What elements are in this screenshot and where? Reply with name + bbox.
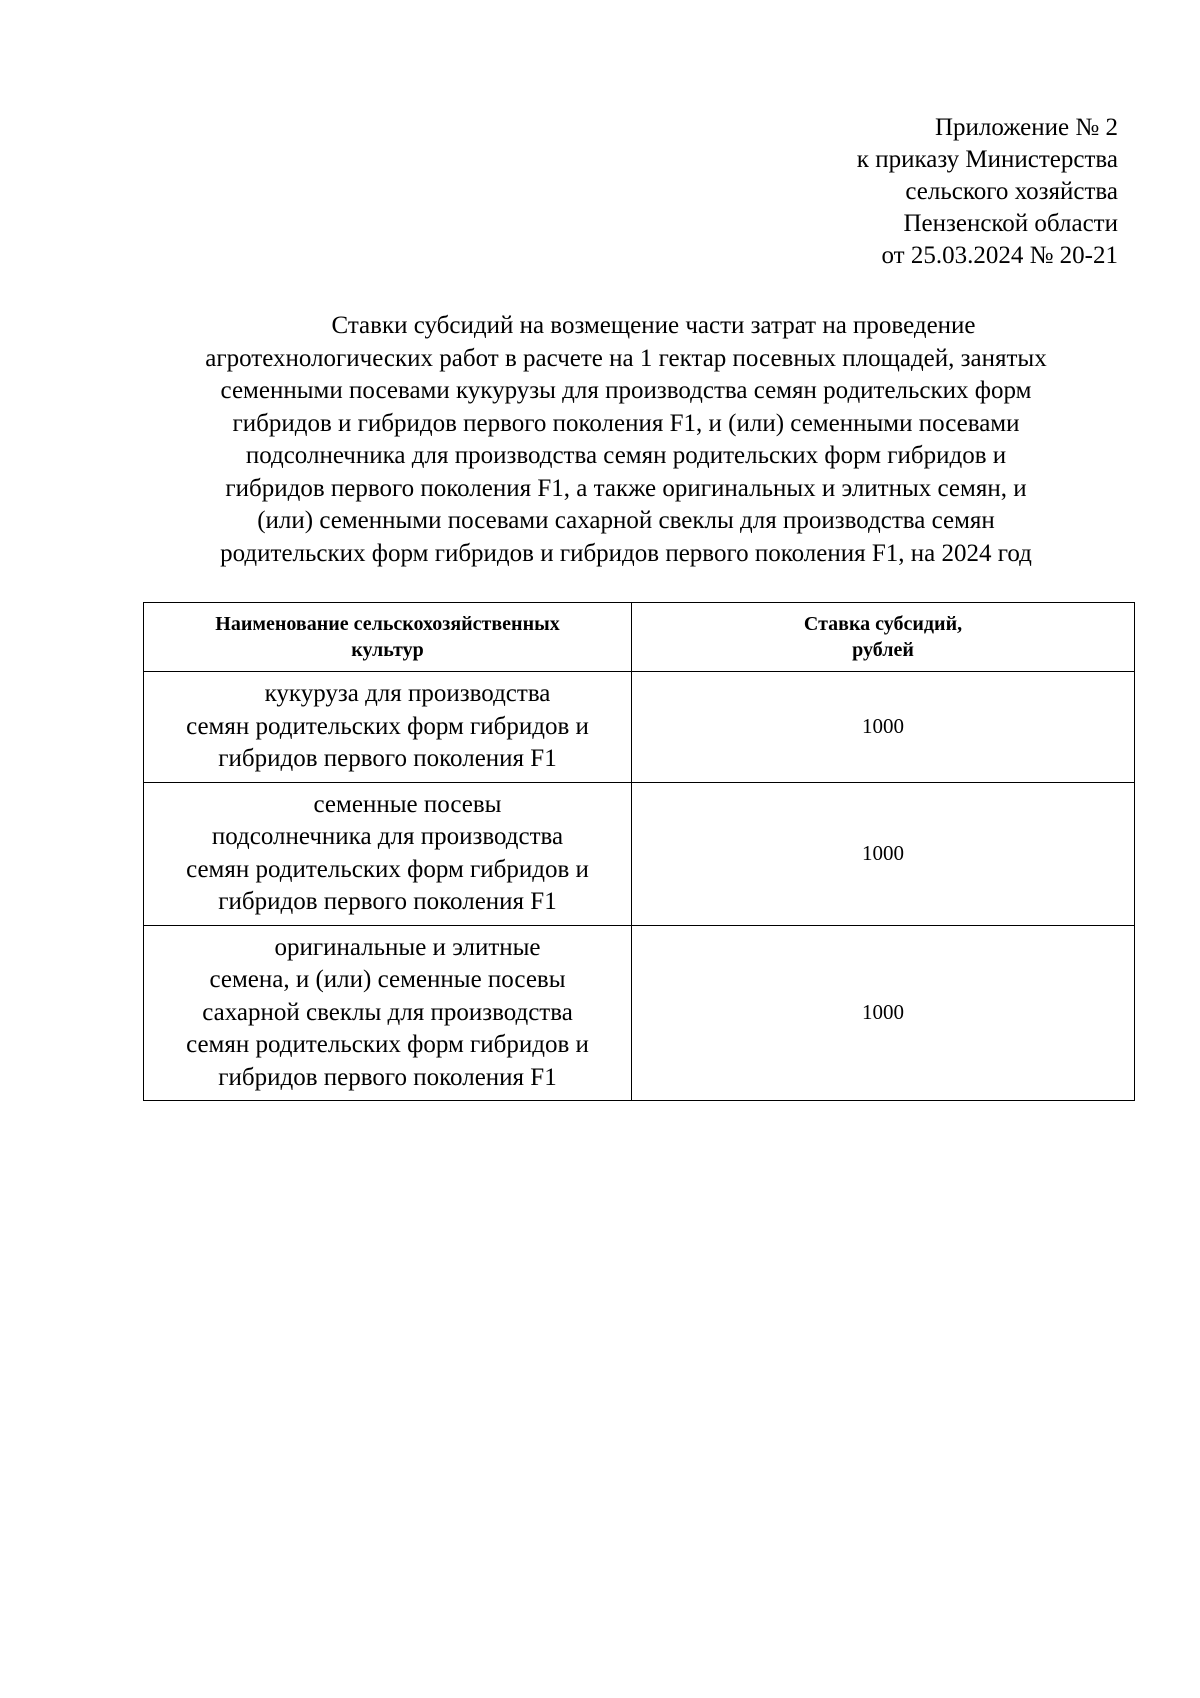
crop-name-line: семенные посевы xyxy=(313,790,502,818)
crop-name-line: подсолнечника для производства xyxy=(211,823,564,850)
subsidy-rates-table xyxy=(143,602,1135,1101)
title-line: (или) семенными посевами сахарной свеклы для производства семян xyxy=(257,507,995,534)
header-text: Ставка субсидий, xyxy=(803,613,963,635)
crop-name-line: семян родительских форм гибридов и xyxy=(186,712,589,740)
document-title xyxy=(148,310,1104,570)
rate-cell: 1000 xyxy=(632,925,1135,1101)
table-header-row xyxy=(144,603,1135,672)
header-text: культур xyxy=(351,639,424,661)
title-line: подсолнечника для производства семян родительских форм гибридов и xyxy=(245,442,1007,469)
approval-line: от 25.03.2024 № 20-21 xyxy=(881,242,1118,269)
header-text: Наименование сельскохозяйственных xyxy=(215,613,560,635)
title-line: родительских форм гибридов и гибридов первого поколения F1, на 2024 год xyxy=(220,539,1032,567)
crop-name-line: гибридов первого поколения F1 xyxy=(218,745,557,772)
approval-line: сельского хозяйства xyxy=(905,178,1118,205)
table-row xyxy=(144,672,1135,783)
header-rate xyxy=(632,603,1135,672)
title-line: гибридов и гибридов первого поколения F1, и (или) семенными посевами xyxy=(232,409,1020,437)
rate-cell: 1000 xyxy=(632,672,1135,783)
crop-name-line: сахарной свеклы для производства xyxy=(202,998,573,1026)
title-line: Ставки субсидий на возмещение части затрат на проведение xyxy=(331,312,976,339)
title-line: гибридов первого поколения F1, а также оригинальных и элитных семян, и xyxy=(225,474,1027,502)
title-line: семенными посевами кукурузы для производства семян родительских форм xyxy=(220,377,1032,404)
crop-name-cell xyxy=(144,925,632,1101)
crop-name-line: кукуруза для производства xyxy=(264,680,551,707)
approval-line: Пензенской области xyxy=(903,210,1118,237)
approval-line: к приказу Министерства xyxy=(856,146,1118,173)
crop-name-line: семена, и (или) семенные посевы xyxy=(209,966,566,993)
crop-name-cell xyxy=(144,782,632,925)
crop-name-line: гибридов первого поколения F1 xyxy=(218,1063,557,1091)
rate-cell: 1000 xyxy=(632,782,1135,925)
approval-line: Приложение № 2 xyxy=(934,114,1118,141)
table-row xyxy=(144,782,1135,925)
header-text: рублей xyxy=(852,639,914,661)
title-line: агротехнологических работ в расчете на 1 гектар посевных площадей, занятых xyxy=(205,344,1047,372)
table-row xyxy=(144,925,1135,1101)
crop-name-line: гибридов первого поколения F1 xyxy=(218,888,557,915)
crop-name-line: семян родительских форм гибридов и xyxy=(186,1031,589,1058)
approval-block xyxy=(857,112,1118,272)
header-crop-name xyxy=(144,603,632,672)
crop-name-cell xyxy=(144,672,632,783)
crop-name-line: семян родительских форм гибридов и xyxy=(186,855,589,883)
crop-name-line: оригинальные и элитные xyxy=(274,933,541,961)
